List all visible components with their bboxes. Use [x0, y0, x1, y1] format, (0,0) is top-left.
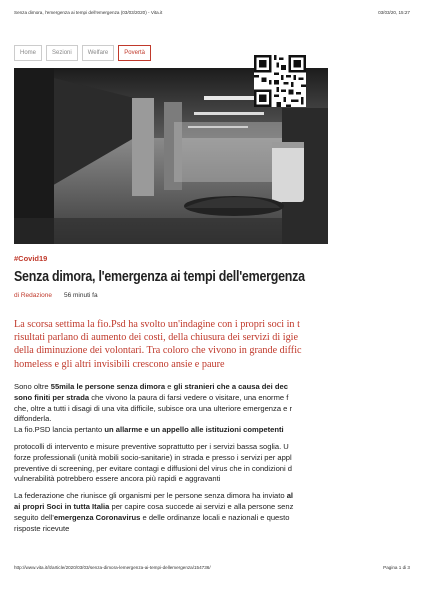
article-title: Senza dimora, l'emergenza ai tempi dell'emergenza	[14, 268, 305, 285]
body-line: forze professionali (unità mobili socio-sanitarie) in strada e presso i servizi per appl	[14, 452, 292, 462]
nav-item-sezioni[interactable]: Sezioni	[46, 45, 78, 61]
print-footer	[14, 565, 410, 570]
body-line: sono finiti per strada che vivono la paura di farsi vedere o visitare, una enorme f	[14, 392, 289, 402]
article-lead	[14, 318, 334, 371]
body-line: che, oltre a tutti i disagi di una vita difficile, subisce ora una ulteriore emergenza e r	[14, 403, 293, 413]
qr-code-icon	[254, 55, 306, 107]
body-line: seguito dell'emergenza Coronavirus e delle ordinanze locali e nazionali e questo	[14, 512, 290, 522]
article-tag[interactable]: #Covid19	[14, 254, 48, 263]
print-header-title: Senza dimora, l'emergenza ai tempi dell'emergenza (03/03/2020) - Vita.it	[14, 10, 163, 15]
body-line: ai propri Soci in tutta Italia per capire cosa succede ai servizi e alla persone senz	[14, 501, 294, 511]
breadcrumb-nav	[14, 45, 151, 61]
print-header	[14, 10, 410, 15]
lead-line: La scorsa settima la fio.Psd ha svolto un'indagine con i propri soci in t	[14, 319, 300, 330]
lead-line: homeless e gli altri invisibili crescono ansie e paure	[14, 358, 225, 370]
nav-item-welfare[interactable]: Welfare	[82, 45, 115, 61]
lead-line: della diminuzione dei volontari. Tra coloro che vivono in grande diffic	[14, 345, 302, 357]
body-line: preventive di screening, per evitare contagi e diffusioni del virus che in condizioni d	[14, 463, 293, 473]
article-byline	[14, 292, 98, 299]
nav-item-poverta[interactable]: Povertà	[118, 45, 151, 61]
print-footer-url: http://www.vita.it/it/article/2020/03/03/senza-dimora-lemergenza-ai-tempi-dellemergenza/154736/	[14, 565, 211, 570]
article-time: 56 minuti fa	[63, 292, 98, 299]
article-body	[14, 382, 328, 534]
body-line: Sono oltre 55mila le persone senza dimora e gli stranieri che a causa dei dec	[14, 382, 288, 391]
body-line: La federazione che riunisce gli organismi per le persone senza dimora ha inviato al	[14, 491, 294, 501]
body-line: diffonderla.	[14, 414, 52, 424]
print-header-date: 03/03/20, 15:27	[378, 10, 410, 15]
nav-item-home[interactable]: Home	[14, 45, 42, 61]
print-footer-page: Pagina 1 di 3	[383, 565, 410, 570]
lead-line: risultati parlano di aumento dei costi, della chiusura dei servizi di igie	[14, 332, 299, 344]
body-line: La fio.PSD lancia pertanto un allarme e un appello alle istituzioni competenti	[14, 425, 284, 435]
body-line: vulnerabilità potrebbero essere ancora più rapidi e aggravanti	[14, 474, 221, 484]
body-line: protocolli di intervento e misure preventive soprattutto per i servizi bassa soglia. U	[14, 441, 289, 451]
body-line: risposte ricevute	[14, 523, 70, 533]
article-author[interactable]: di Redazione	[14, 292, 52, 299]
